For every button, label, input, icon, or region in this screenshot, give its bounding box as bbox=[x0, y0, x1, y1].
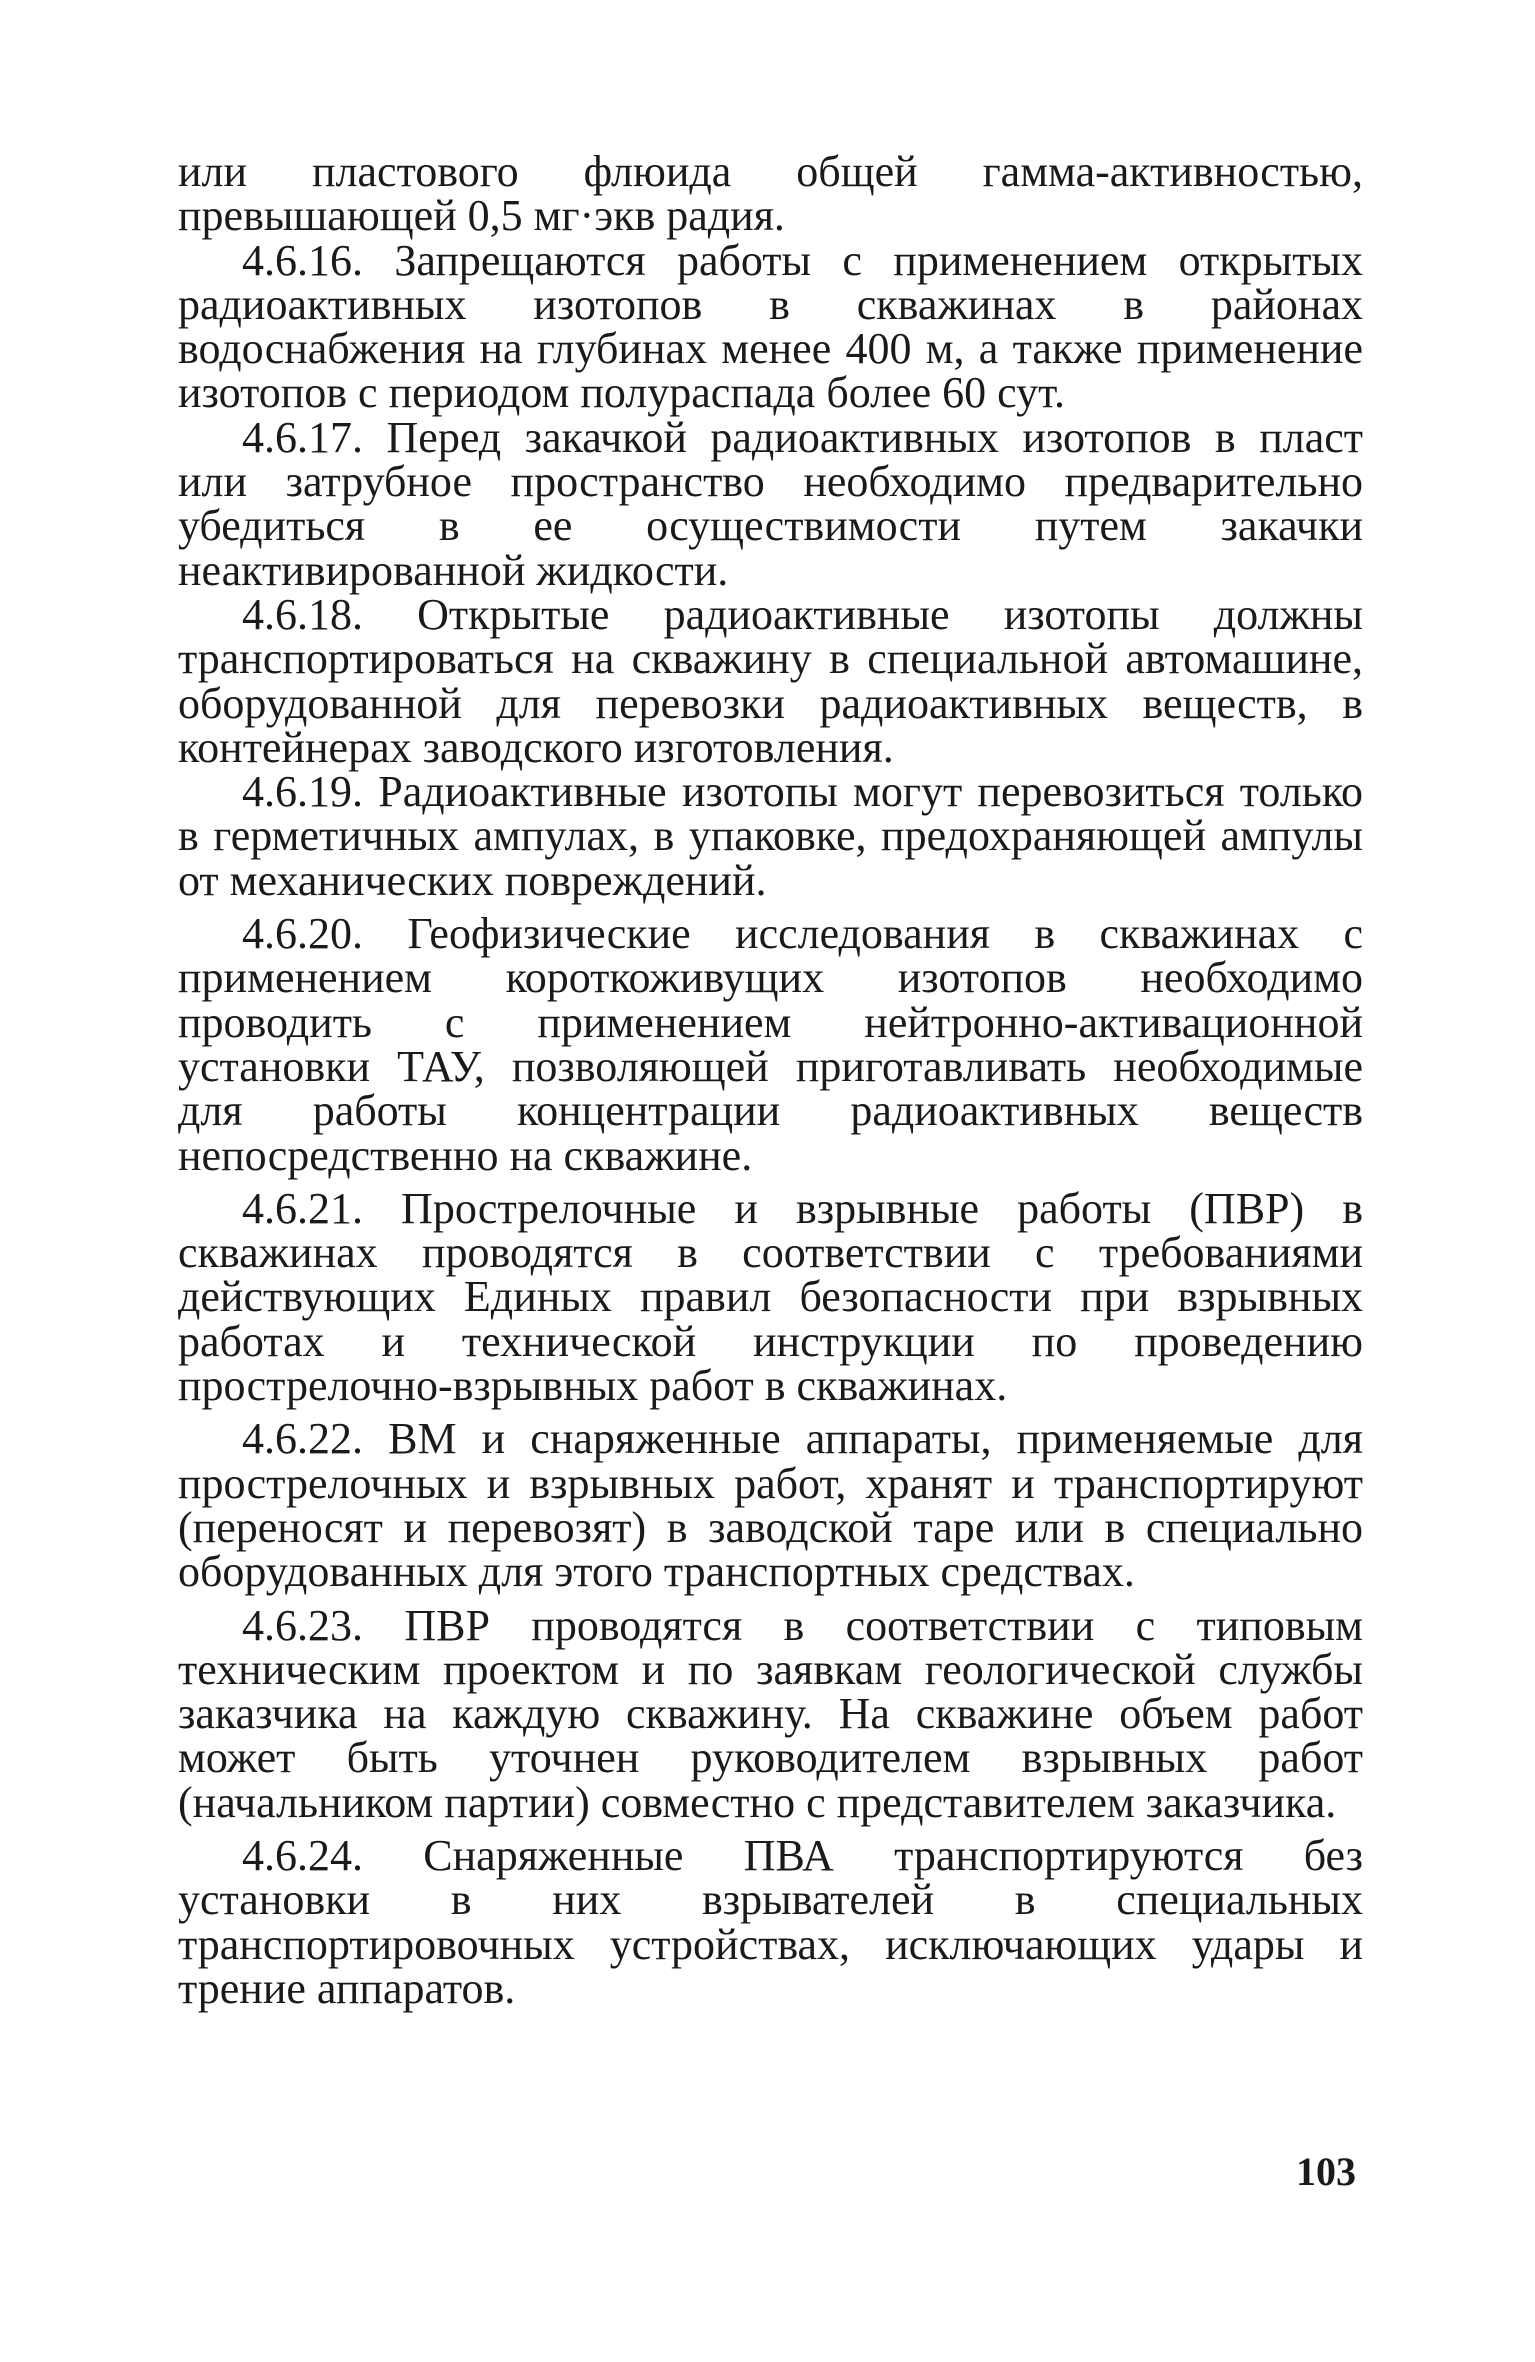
paragraph-4-6-19: 4.6.19. Радиоактивные изотопы могут перевозиться только в герметичных ампулах, в упаковке, предохраняющей ампулы от механических повреждений. bbox=[178, 767, 1363, 905]
paragraph-4-6-17: 4.6.17. Перед закачкой радиоактивных изотопов в пласт или затрубное пространство необходимо предварительно убедиться в ее осуществимости путем закачки неактивированной жидкости. bbox=[178, 412, 1363, 595]
page-number: 103 bbox=[1296, 2149, 1356, 2194]
body-text bbox=[178, 147, 1363, 2013]
paragraph-4-6-16: 4.6.16. Запрещаются работы с применением открытых радиоактивных изотопов в скважинах в районах водоснабжения на глубинах менее 400 м, а также применение изотопов с периодом полураспада более 60 сут. bbox=[178, 235, 1363, 418]
paragraph-continuation: или пластового флюида общей гамма-активностью, превышающей 0,5 мг·экв радия. bbox=[178, 147, 1363, 241]
paragraph-4-6-22: 4.6.22. ВМ и снаряженные аппараты, применяемые для прострелочных и взрывных работ, хранят и транспортируют (переносят и перевозят) в заводской таре или в специально оборудованных для этого транспортных средствах. bbox=[178, 1414, 1363, 1597]
paragraph-4-6-23: 4.6.23. ПВР проводятся в соответствии с типовым техническим проектом и по заявкам геологической службы заказчика на каждую скважину. На скважине объем работ может быть уточнен руководителем взрывных работ (начальником партии) совместно с представителем заказчика. bbox=[178, 1600, 1363, 1827]
paragraph-4-6-18: 4.6.18. Открытые радиоактивные изотопы должны транспортироваться на скважину в специальной автомашине, оборудованной для перевозки радиоактивных веществ, в контейнерах заводского изготовления. bbox=[178, 589, 1363, 772]
paragraph-4-6-21: 4.6.21. Прострелочные и взрывные работы (ПВР) в скважинах проводятся в соответствии с требованиями действующих Единых правил безопасности при взрывных работах и технической инструкции по проведению прострелочно-взрывных работ в скважинах. bbox=[178, 1183, 1363, 1411]
paragraph-4-6-20: 4.6.20. Геофизические исследования в скважинах с применением короткоживущих изотопов необходимо проводить с применением нейтронно-активационной установки ТАУ, позволяющей приготавливать необходимые для работы концентрации радиоактивных веществ непосредственно на скважине. bbox=[178, 909, 1363, 1180]
paragraph-4-6-24: 4.6.24. Снаряженные ПВА транспортируются без установки в них взрывателей в специальных транспортировочных устройствах, исключающих удары и трение аппаратов. bbox=[178, 1830, 1363, 2013]
